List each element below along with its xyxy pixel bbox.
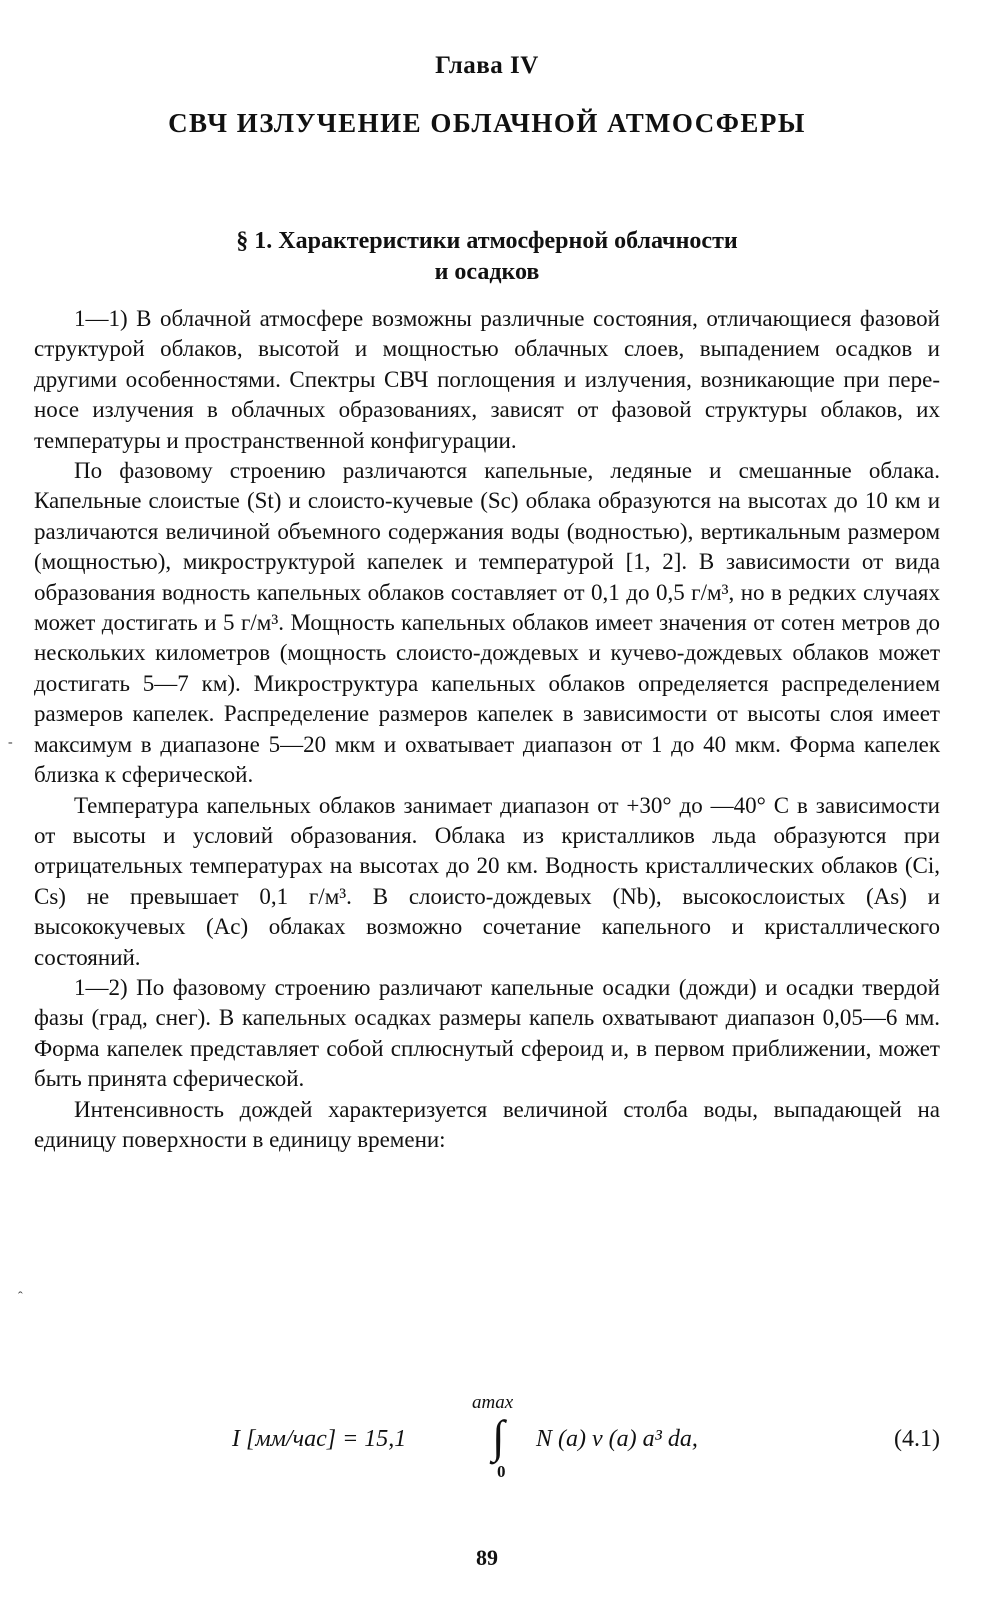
integral-lower-limit: 0: [497, 1462, 506, 1481]
chapter-label: Глава IV: [435, 52, 539, 79]
formula-integrand: N (a) v (a) a³ da,: [536, 1426, 698, 1452]
integral-sign: ∫: [492, 1411, 505, 1462]
paragraph: Температура капельных облаков занимает диапазон от +30° до —40° С в зависимости от высоты и условий образования. Облака из кристалликов льда образуются при отрицательных температурах на высотах до 20 км. Водность кристаллических облаков (Ci, Cs) не превышает 0,1 г/м³. В слоисто-дождевых (Nb), высокослоистых (As) и высококучевых (Ac) облаках возможно сочетание капельного и кристаллического состояний.: [34, 792, 940, 970]
section-title-line-2: и осадков: [434, 259, 540, 285]
equation-4-1: [34, 1392, 940, 1492]
margin-dash-mark: -: [8, 735, 13, 750]
paragraph: По фазовому строению различаются капельные, ледяные и смешанные облака. Капельные слоистые (St) и слоисто-кучевые (Sc) облака образуются на высотах до 10 км и различаются величиной объемного содержания воды (водностью), вертикальным размером (мощностью), микроструктурой капелек и температурой [1, 2]. В зависимости от вида образования водность капельных облаков составляет от 0,1 до 0,5 г/м³, но в редких случаях может достигать и 5 г/м³. Мощность капельных облаков имеет значения от сотен метров до нескольких километров (мощность слоисто-дождевых и кучево-дождевых облаков может достигать 5—7 км). Микроструктура капельных облаков определяется распределением размеров капелек. Распределение размеров капелек в зависимости от высоты слоя имеет максимум в диапазоне 5—20 мкм и охватывает диапазон от 1 до 40 мкм. Форма капелек близка к сферической.: [34, 458, 940, 788]
formula-lhs: I [мм/час] = 15,1: [232, 1426, 407, 1452]
integral-upper-limit: amax: [472, 1392, 514, 1413]
paragraph: 1—2) По фазовому строению различают капельные осадки (дожди) и осадки твердой фазы (град, снег). В капельных осадках размеры капель охватывают диапазон 0,05—6 мм. Форма капелек представляет собой сплюснутый сфероид и, в первом приближении, может быть принята сферической.: [34, 974, 940, 1092]
equation-number: (4.1): [894, 1426, 940, 1452]
page-number: 89: [476, 1545, 498, 1570]
margin-tick-mark: ˆ: [18, 1290, 23, 1305]
section-title-line-1: § 1. Характеристики атмосферной облачности: [236, 228, 738, 254]
book-page: [34, 0, 940, 1600]
section-title: [34, 226, 940, 288]
body-text: [34, 304, 940, 1155]
paragraph: Интенсивность дождей характеризуется величиной столба воды, выпадающей на единицу поверхности в единицу времени:: [34, 1096, 940, 1152]
chapter-title: СВЧ ИЗЛУЧЕНИЕ ОБЛАЧНОЙ АТМОСФЕРЫ: [168, 108, 806, 138]
paragraph: 1—1) В облачной атмосфере возможны различные состояния, отличающиеся фазовой структурой облаков, высотой и мощностью облачных слоев, выпадением осадков и другими особенностями. Спектры СВЧ поглощения и излучения, возникающие при переносе излучения в облачных образованиях, зависят от фазовой структуры облаков, их температуры и пространственной конфигурации.: [34, 306, 940, 453]
